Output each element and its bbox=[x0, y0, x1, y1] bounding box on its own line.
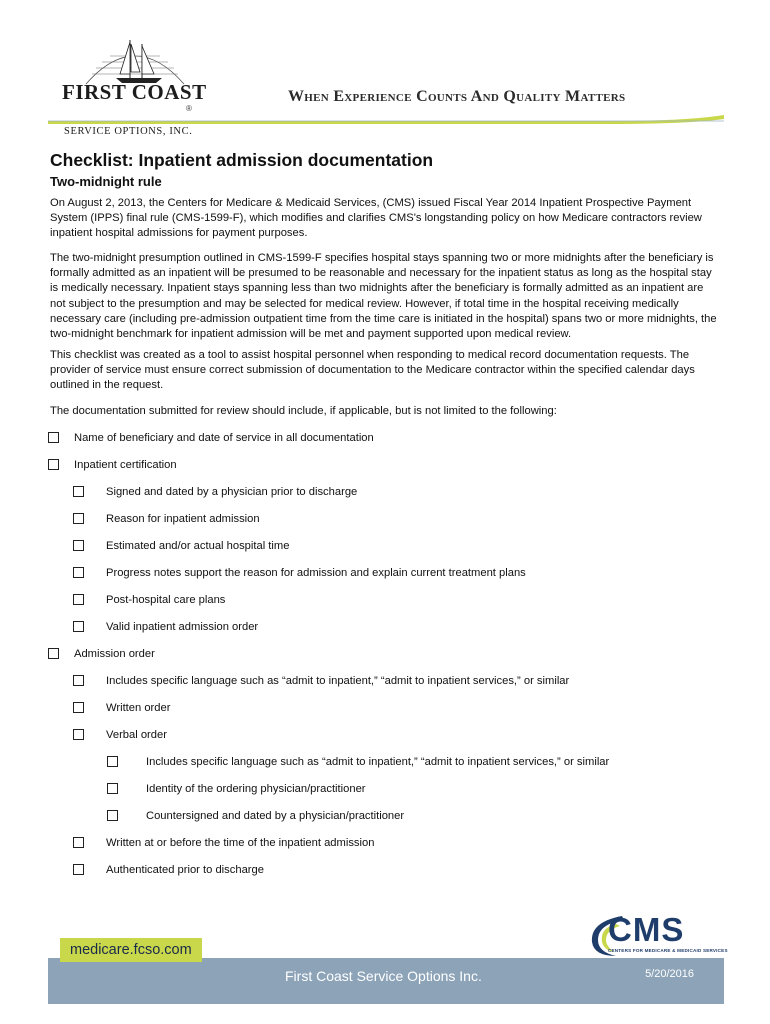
checkbox[interactable] bbox=[48, 459, 59, 470]
checkbox[interactable] bbox=[73, 513, 84, 524]
header-accent-rule bbox=[48, 115, 724, 125]
registered-mark: ® bbox=[186, 104, 192, 113]
checklist-label: Inpatient certification bbox=[74, 459, 177, 471]
cms-full-name: CENTERS FOR MEDICARE & MEDICAID SERVICES bbox=[608, 948, 728, 953]
checklist-label: Name of beneficiary and date of service in all documentation bbox=[74, 432, 374, 444]
checkbox[interactable] bbox=[107, 783, 118, 794]
checklist-label: Includes specific language such as “admit to inpatient,” “admit to inpatient services,” or similar bbox=[106, 675, 570, 687]
footer-bar bbox=[48, 958, 724, 1004]
checkbox[interactable] bbox=[73, 864, 84, 875]
checkbox[interactable] bbox=[73, 702, 84, 713]
checkbox[interactable] bbox=[73, 594, 84, 605]
checklist-label: Reason for inpatient admission bbox=[106, 513, 260, 525]
cms-logo bbox=[586, 911, 728, 958]
footer-company: First Coast Service Options Inc. bbox=[285, 968, 482, 984]
presumption-paragraph: The two-midnight presumption outlined in CMS-1599-F specifies hospital stays spanning two or more midnights after the beneficiary is formally admitted as an inpatient will be presumed to be reasonable and necessary for the inpatient status as long as the hospital stay is medically necessary. Inpatient stays spanning less than two midnights after the beneficiary is formally admitted as an inpatient are not subject to the presumption and may be selected for medical review. However, if total time in the hospital receiving medically necessary care (including pre-admission outpatient time from the time care is initiated in the hospital) spans two or more midnights, the two-midnight benchmark for inpatient admission will be met and payment supported upon medical review. bbox=[50, 252, 717, 341]
checklist-label: Written at or before the time of the inpatient admission bbox=[106, 837, 375, 849]
header-tagline: When Experience Counts And Quality Matters bbox=[288, 88, 626, 105]
checklist-label: Signed and dated by a physician prior to discharge bbox=[106, 486, 358, 498]
logo-subtitle: SERVICE OPTIONS, INC. bbox=[64, 126, 193, 137]
checkbox[interactable] bbox=[107, 756, 118, 767]
footer-date: 5/20/2016 bbox=[645, 968, 694, 980]
checkbox[interactable] bbox=[48, 648, 59, 659]
checklist-label: Post-hospital care plans bbox=[106, 594, 226, 606]
checklist-label: Verbal order bbox=[106, 729, 167, 741]
checkbox[interactable] bbox=[73, 675, 84, 686]
checkbox[interactable] bbox=[107, 810, 118, 821]
checkbox[interactable] bbox=[73, 486, 84, 497]
logo-name: FIRST COAST bbox=[62, 80, 207, 104]
checklist-label: Includes specific language such as “admit to inpatient,” “admit to inpatient services,” or similar bbox=[146, 756, 610, 768]
checklist-label: Admission order bbox=[74, 648, 155, 660]
cms-wordmark: CMS bbox=[608, 911, 685, 948]
checkbox[interactable] bbox=[73, 729, 84, 740]
checklist-label: Estimated and/or actual hospital time bbox=[106, 540, 290, 552]
page-title: Checklist: Inpatient admission documentation bbox=[50, 150, 434, 170]
instruction-paragraph: The documentation submitted for review should include, if applicable, but is not limited to the following: bbox=[50, 405, 557, 417]
checklist-label: Written order bbox=[106, 702, 171, 714]
purpose-paragraph: This checklist was created as a tool to assist hospital personnel when responding to medical record documentation requests. The provider of service must ensure correct submission of documentation to the Medicare contractor within the specified calendar days outlined in the request. bbox=[50, 349, 695, 392]
website-link[interactable]: medicare.fcso.com bbox=[60, 938, 202, 962]
checklist-label: Identity of the ordering physician/practitioner bbox=[146, 783, 366, 795]
checkbox[interactable] bbox=[48, 432, 59, 443]
checklist-label: Authenticated prior to discharge bbox=[106, 864, 264, 876]
checklist-label: Progress notes support the reason for admission and explain current treatment plans bbox=[106, 567, 526, 579]
intro-paragraph: On August 2, 2013, the Centers for Medicare & Medicaid Services, (CMS) issued Fiscal Year 2014 Inpatient Prospective Payment System (IPPS) final rule (CMS-1599-F), which modifies and clarifies CMS's longstanding policy on how Medicare contractors review inpatient hospital admissions for payment purposes. bbox=[50, 197, 702, 240]
section-subtitle: Two-midnight rule bbox=[50, 174, 162, 189]
checkbox[interactable] bbox=[73, 837, 84, 848]
checkbox[interactable] bbox=[73, 621, 84, 632]
checklist-label: Valid inpatient admission order bbox=[106, 621, 259, 633]
checkbox[interactable] bbox=[73, 567, 84, 578]
checkbox[interactable] bbox=[73, 540, 84, 551]
checklist-label: Countersigned and dated by a physician/practitioner bbox=[146, 810, 405, 822]
first-coast-logo bbox=[48, 34, 207, 137]
sailboat-icon bbox=[80, 34, 190, 86]
